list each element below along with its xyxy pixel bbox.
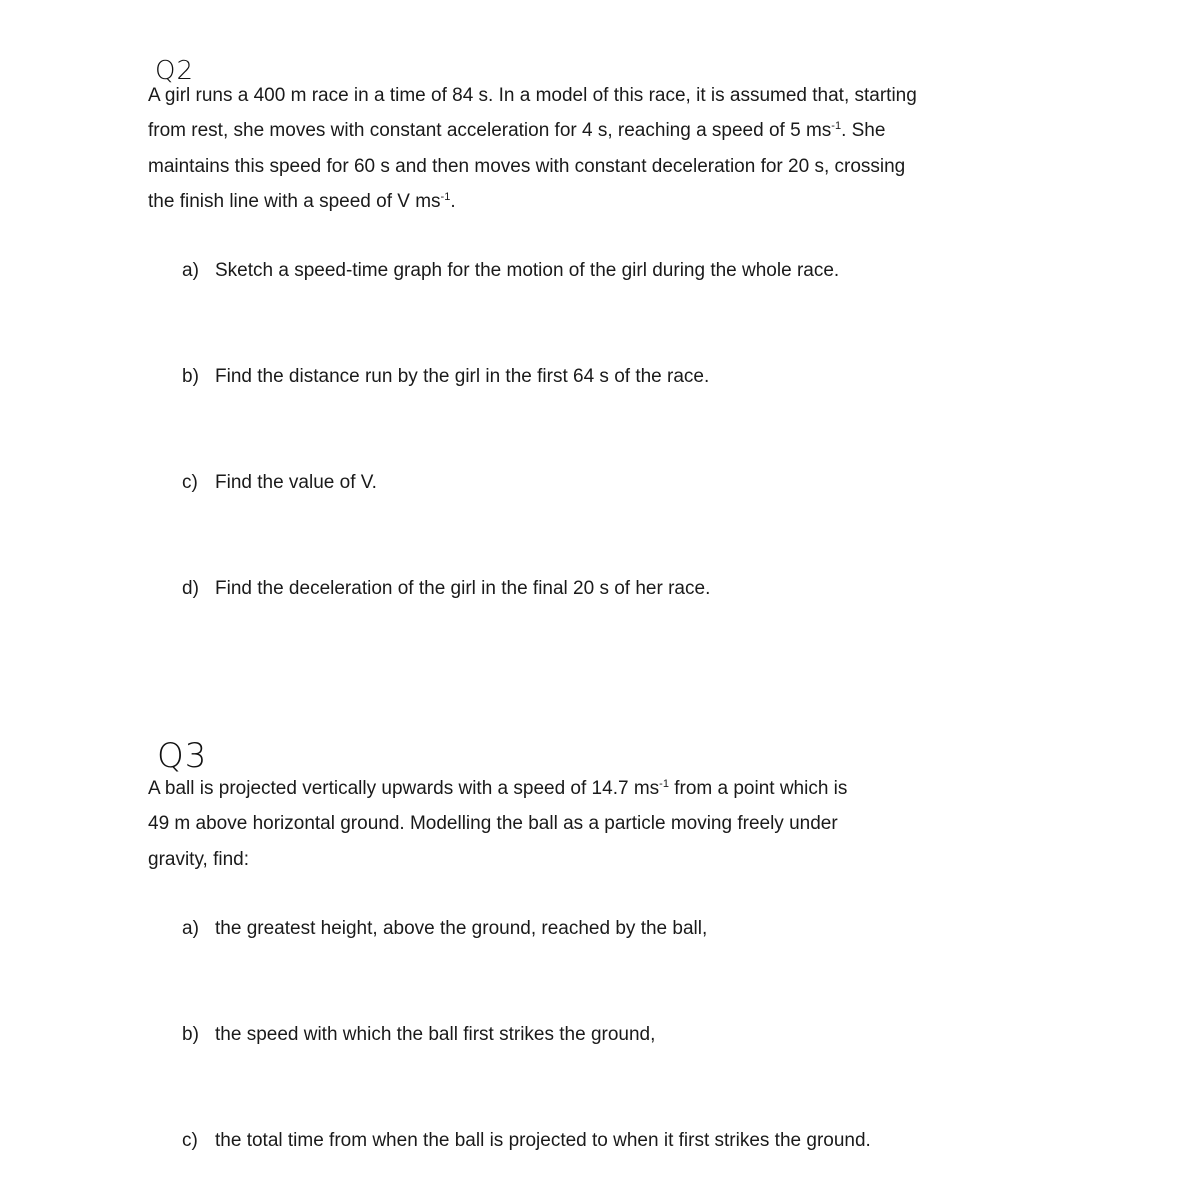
q2-stem-line-2-tail: . She xyxy=(841,120,886,142)
q3-part-b-letter: b) xyxy=(182,1024,199,1045)
q3-part-a-text: the greatest height, above the ground, reached by the ball, xyxy=(215,918,708,939)
q3-part-c xyxy=(182,1129,871,1153)
q2-part-b-text: Find the distance run by the girl in the first 64 s of the race. xyxy=(215,366,710,387)
q2-stem-line-1: A girl runs a 400 m race in a time of 84 s. In a model of this race, it is assumed that, starting xyxy=(148,85,917,106)
q2-stem-line-3: maintains this speed for 60 s and then moves with constant deceleration for 20 s, crossing xyxy=(148,155,906,177)
q2-part-d xyxy=(182,577,710,601)
q2-stem-line-2-superscript: -1 xyxy=(831,120,842,133)
q2-stem-line-2-text: from rest, she moves with constant acceleration for 4 s, reaching a speed of 5 ms xyxy=(148,120,832,142)
q2-stem-line-4-superscript: -1 xyxy=(440,190,451,203)
q3-stem-line-2: 49 m above horizontal ground. Modelling the ball as a particle moving freely under xyxy=(148,813,838,835)
q2-part-a xyxy=(182,259,839,283)
q2-part-c xyxy=(182,471,377,495)
q2-part-d-letter: d) xyxy=(182,578,199,599)
q3-part-a xyxy=(182,917,707,941)
q2-part-b-letter: b) xyxy=(182,366,199,387)
q2-stem-line-4 xyxy=(148,184,917,219)
q2-part-b xyxy=(182,365,709,389)
q2-stem-line-4-tail: . xyxy=(450,190,456,212)
question-2-label: Q2 xyxy=(155,56,195,86)
q2-stem-line-4-text: the finish line with a speed of V ms xyxy=(148,190,441,212)
q3-part-a-letter: a) xyxy=(182,918,199,939)
question-3-stem xyxy=(148,771,847,877)
q3-part-c-letter: c) xyxy=(182,1130,198,1151)
question-2-stem xyxy=(148,78,917,219)
q2-part-c-letter: c) xyxy=(182,472,198,493)
q3-part-c-text: the total time from when the ball is projected to when it first strikes the ground. xyxy=(215,1130,871,1151)
q2-part-c-text: Find the value of V. xyxy=(215,472,377,493)
q2-part-a-letter: a) xyxy=(182,260,199,281)
q3-stem-line-1 xyxy=(148,771,847,806)
q2-stem-line-2 xyxy=(148,113,917,148)
q3-stem-line-3: gravity, find: xyxy=(148,848,250,870)
q3-stem-line-1-text: A ball is projected vertically upwards with a speed of 14.7 ms xyxy=(148,778,660,799)
q3-part-b xyxy=(182,1023,655,1047)
question-3-label: Q3 xyxy=(157,736,208,776)
q3-stem-line-1-tail: from a point which is xyxy=(668,778,848,799)
q2-part-a-text: Sketch a speed-time graph for the motion of the girl during the whole race. xyxy=(215,260,840,281)
q3-stem-line-1-superscript: -1 xyxy=(659,778,669,790)
q2-part-d-text: Find the deceleration of the girl in the final 20 s of her race. xyxy=(215,578,711,599)
q3-part-b-text: the speed with which the ball first strikes the ground, xyxy=(215,1024,656,1045)
